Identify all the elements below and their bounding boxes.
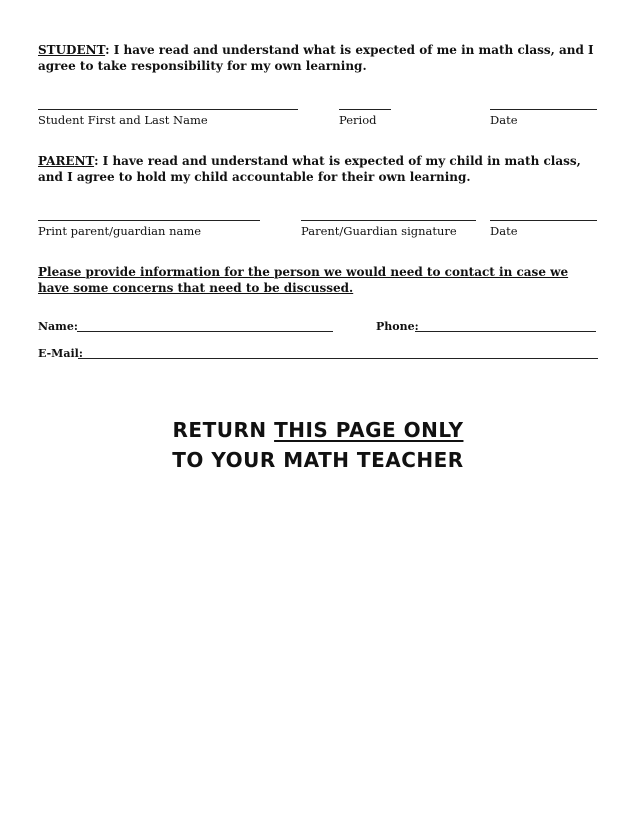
parent-statement: [38, 153, 603, 185]
parent-signature-line[interactable]: [301, 220, 476, 221]
student-heading: STUDENT: [38, 43, 106, 57]
parent-signature-caption: Parent/Guardian signature: [301, 224, 457, 238]
student-date-line[interactable]: [490, 109, 597, 110]
return-notice-line2: TO YOUR MATH TEACHER: [172, 448, 464, 472]
return-notice-prefix: RETURN: [172, 418, 275, 442]
contact-phone-label: Phone:: [376, 320, 419, 333]
parent-statement-text: : I have read and understand what is expected of my child in math class, and I agree to hold my child accountable for their own learning.: [38, 154, 581, 184]
student-statement: [38, 42, 603, 74]
return-notice-line1: [0, 416, 636, 444]
student-name-line[interactable]: [38, 109, 298, 110]
contact-instruction: Please provide information for the person we would need to contact in case we have some concerns that need to be discussed.: [38, 265, 569, 295]
student-statement-text: : I have read and understand what is expected of me in math class, and I agree to take responsibility for my own learning.: [38, 43, 594, 73]
contact-email-line[interactable]: [78, 358, 598, 359]
return-notice-emphasis: THIS PAGE ONLY: [274, 418, 464, 442]
parent-heading: PARENT: [38, 154, 95, 168]
contact-phone-line[interactable]: [415, 331, 596, 332]
parent-name-line[interactable]: [38, 220, 260, 221]
parent-name-caption: Print parent/guardian name: [38, 224, 202, 238]
contact-name-line[interactable]: [77, 331, 333, 332]
parent-date-line[interactable]: [490, 220, 597, 221]
student-date-caption: Date: [490, 113, 518, 127]
student-period-line[interactable]: [339, 109, 391, 110]
student-period-caption: Period: [339, 113, 377, 127]
contact-name-label: Name:: [38, 320, 78, 333]
parent-date-caption: Date: [490, 224, 518, 238]
student-name-caption: Student First and Last Name: [38, 113, 208, 127]
contact-email-label: E-Mail:: [38, 347, 83, 360]
